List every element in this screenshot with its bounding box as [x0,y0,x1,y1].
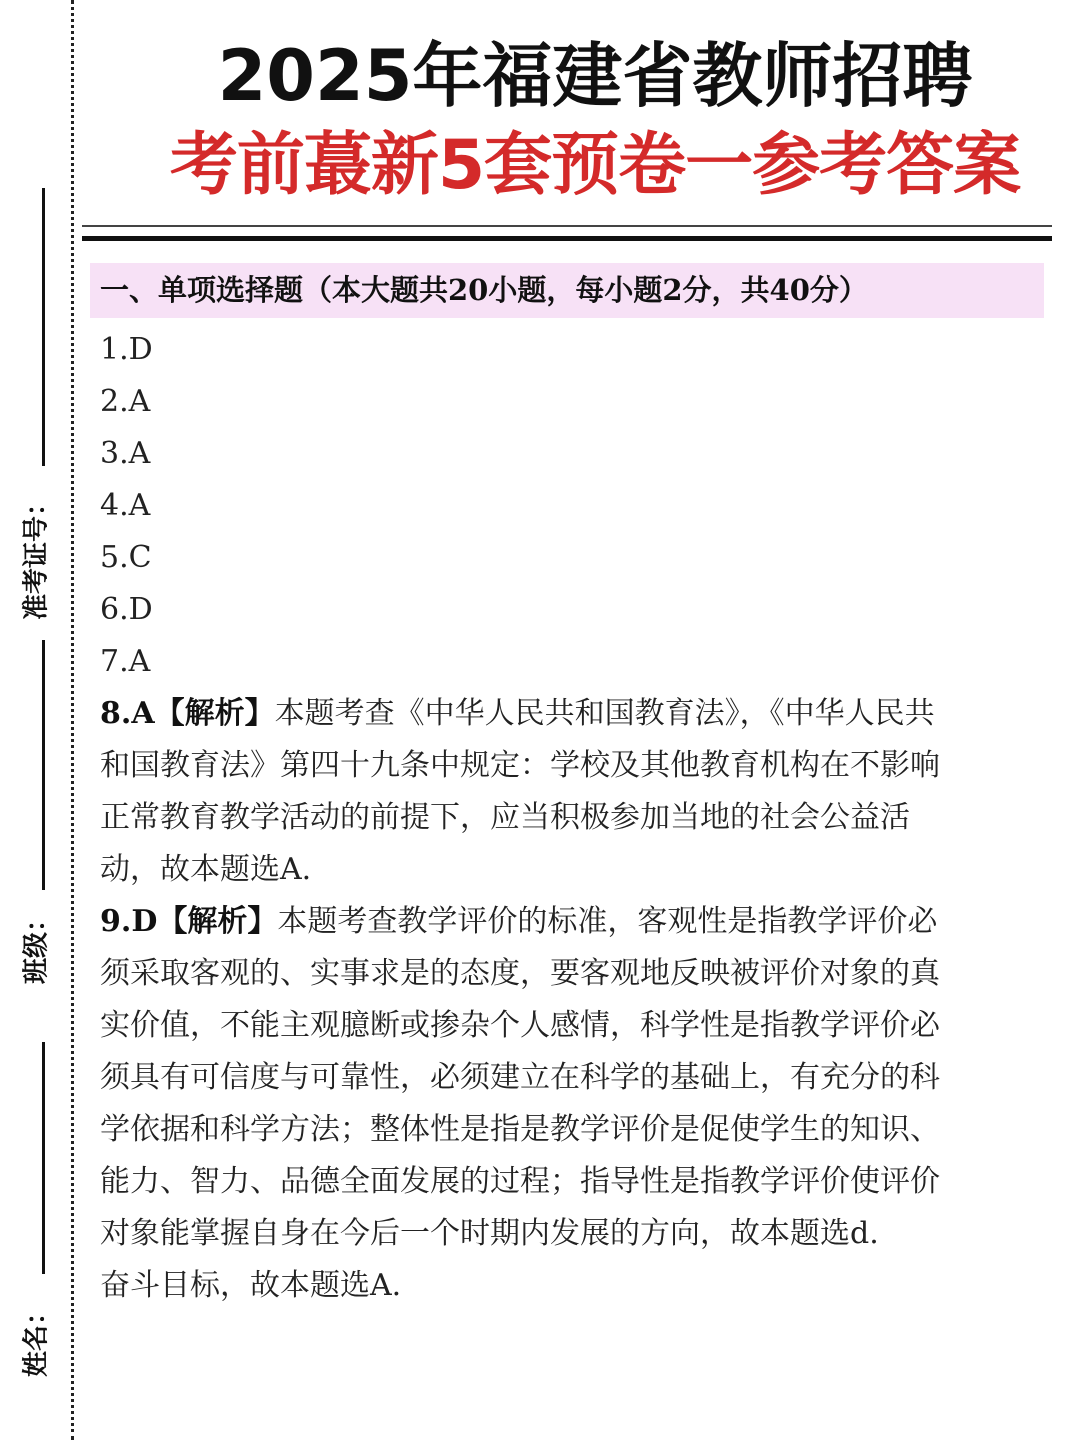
answer-9-tag: 【解析】 [157,904,278,939]
answer-9-text: 须采取客观的、实事求是的态度，要客观地反映被评价对象的真 [100,956,940,991]
trailing-text: 奋斗目标，故本题选A. [100,1268,402,1303]
answer-item-5: 5.C [100,540,152,575]
answer-item-4: 4.A [100,488,151,523]
answer-item-7: 7.A [100,644,151,679]
header-divider-thin [82,225,1052,227]
page-title: 2025年福建省教师招聘 [217,35,973,117]
binding-dotted-line [71,0,74,1440]
answer-9-text: 学依据和科学方法；整体性是指是教学评价是促使学生的知识、 [100,1112,940,1147]
answer-item-3: 3.A [100,436,151,471]
answer-9-text: 本题考查教学评价的标准，客观性是指教学评价必 [277,904,938,939]
answer-item-1: 1.D [100,332,153,367]
admission-number-field[interactable] [42,188,45,466]
answer-9-text: 实价值，不能主观臆断或掺杂个人感情，科学性是指教学评价必 [100,1008,940,1043]
answer-8-text: 正常教育教学活动的前提下，应当积极参加当地的社会公益活 [100,800,910,835]
answer-8-text: 本题考查《中华人民共和国教育法》，《中华人民共 [274,696,935,731]
answer-8-text: 动，故本题选A. [100,852,312,887]
section-heading: 一、单项选择题（本大题共20小题，每小题2分，共40分） [90,263,1044,318]
answer-8-text: 和国教育法》第四十九条中规定：学校及其他教育机构在不影响 [100,748,940,783]
answer-list [100,324,1035,1312]
answer-9-number: 9.D [100,904,158,939]
answer-item-6: 6.D [100,592,153,627]
name-field[interactable] [42,1042,45,1274]
answer-item-2: 2.A [100,384,151,419]
answer-8-tag: 【解析】 [154,696,275,731]
answer-9-text: 能力、智力、品德全面发展的过程；指导性是指教学评价使评价 [100,1164,940,1199]
header-divider-thick [82,236,1052,241]
answer-8-number: 8.A [100,696,155,731]
answer-item-8 [100,688,1035,740]
class-field[interactable] [42,640,45,890]
answer-item-9 [100,896,1035,948]
page-subtitle: 考前蕞新5套预卷一参考答案 [169,126,1021,205]
answer-9-text: 对象能掌握自身在今后一个时期内发展的方向，故本题选d. [100,1216,879,1251]
answer-9-text: 须具有可信度与可靠性，必须建立在科学的基础上，有充分的科 [100,1060,940,1095]
